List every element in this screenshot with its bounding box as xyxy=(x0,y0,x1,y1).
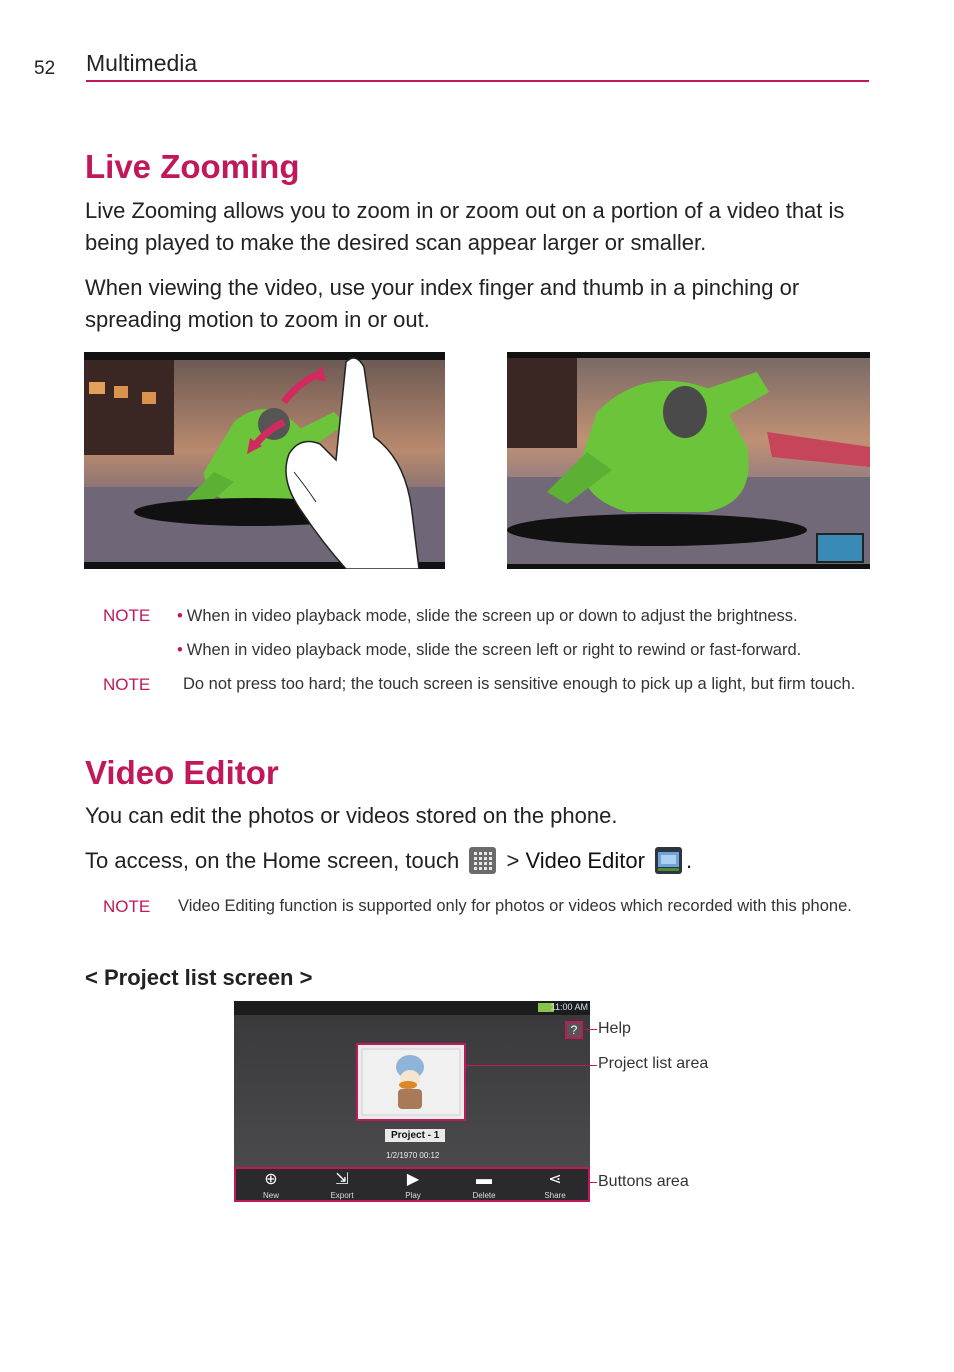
header-divider xyxy=(86,80,869,82)
new-button-label: New xyxy=(262,1191,279,1200)
help-callout-line xyxy=(585,1029,597,1030)
video-editor-icon xyxy=(655,847,682,874)
project-list-screenshot xyxy=(234,1001,590,1202)
access-separator: > xyxy=(506,848,520,873)
note-bullet-2-text: When in video playback mode, slide the screen left or right to rewind or fast-forward. xyxy=(186,641,802,659)
toy-figure-image xyxy=(358,1045,464,1119)
note-text-3: Video Editing function is supported only for photos or videos which recorded with this phone. xyxy=(178,897,852,915)
section-title: Multimedia xyxy=(86,50,198,76)
page-number: 52 xyxy=(34,58,56,79)
share-icon: ⋖ xyxy=(548,1171,562,1188)
play-button[interactable] xyxy=(388,1171,438,1200)
note-bullet-1 xyxy=(177,604,867,629)
project-date: 1/2/1970 00:12 xyxy=(386,1151,440,1160)
export-icon: ⇲ xyxy=(335,1171,349,1188)
buttons-area xyxy=(234,1167,590,1202)
help-callout-label: Help xyxy=(598,1020,631,1037)
note-text-2: Do not press too hard; the touch screen is sensitive enough to pick up a light, but firm touch. xyxy=(183,675,856,693)
play-icon: ▶ xyxy=(406,1171,420,1188)
note-bullet-1-text: When in video playback mode, slide the screen up or down to adjust the brightness. xyxy=(186,607,798,625)
snowboarder-zoomed-illustration xyxy=(507,352,870,569)
project-name-label: Project - 1 xyxy=(385,1129,445,1142)
delete-button-label: Delete xyxy=(472,1191,496,1200)
export-button-label: Export xyxy=(330,1191,354,1200)
snowboarder-photo-zoomed xyxy=(507,352,870,569)
share-button[interactable] xyxy=(530,1171,580,1200)
note-label-2: NOTE xyxy=(103,675,151,694)
bullet-icon: • xyxy=(177,607,183,625)
delete-button[interactable] xyxy=(459,1171,509,1200)
live-zooming-para-1: Live Zooming allows you to zoom in or zoom out on a portion of a video that is being played to make the desired scan appear larger or smaller. xyxy=(85,198,845,255)
video-editor-heading: Video Editor xyxy=(85,754,279,791)
new-button[interactable] xyxy=(246,1171,296,1200)
live-zooming-heading: Live Zooming xyxy=(85,148,300,185)
note-bullet-2 xyxy=(177,638,867,663)
note-label-1: NOTE xyxy=(103,606,151,625)
export-button[interactable] xyxy=(317,1171,367,1200)
help-button[interactable]: ? xyxy=(565,1021,583,1039)
buttons-area-callout-label: Buttons area xyxy=(598,1173,689,1190)
bullet-icon: • xyxy=(177,641,183,659)
buttons-area-callout-line xyxy=(589,1182,597,1183)
apps-grid-icon xyxy=(469,847,496,874)
project-list-subheading: < Project list screen > xyxy=(85,965,313,990)
status-time: 11:00 AM xyxy=(550,1002,588,1012)
plus-circle-icon: ⊕ xyxy=(264,1171,278,1188)
access-end: . xyxy=(686,848,693,873)
video-editor-app-name: Video Editor xyxy=(525,848,645,873)
note-label-3: NOTE xyxy=(103,897,151,916)
share-button-label: Share xyxy=(544,1191,566,1200)
project-thumbnail[interactable] xyxy=(356,1043,466,1121)
access-prefix: To access, on the Home screen, touch xyxy=(85,848,460,873)
video-editor-para-1: You can edit the photos or videos stored on the phone. xyxy=(85,803,618,828)
list-area-callout-line xyxy=(466,1065,597,1066)
snowboarder-photo-pinch xyxy=(84,352,445,569)
pinch-gesture-icon xyxy=(84,352,445,569)
access-instructions xyxy=(85,845,875,877)
status-bar xyxy=(234,1001,590,1015)
live-zooming-para-2: When viewing the video, use your index finger and thumb in a pinching or spreading motion to zoom in or out. xyxy=(85,275,800,332)
trash-icon: ▬ xyxy=(476,1171,492,1188)
play-button-label: Play xyxy=(405,1191,421,1200)
list-area-callout-label: Project list area xyxy=(598,1055,709,1072)
